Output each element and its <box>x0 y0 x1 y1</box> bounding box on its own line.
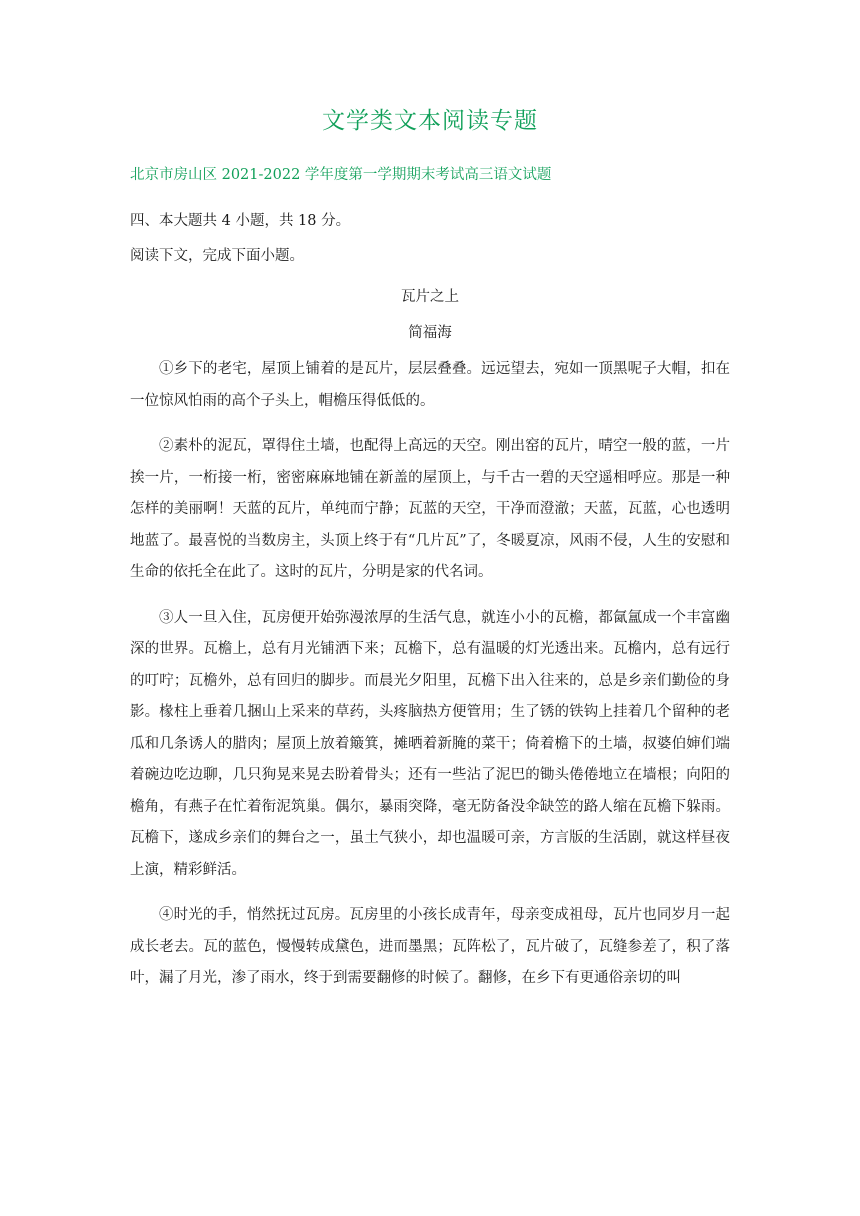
reading-instruction: 阅读下文，完成下面小题。 <box>130 248 304 264</box>
essay-body <box>130 354 730 1009</box>
paragraph: ④时光的手，悄然抚过瓦房。瓦房里的小孩长成青年，母亲变成祖母，瓦片也同岁月一起成长老去。瓦的蓝色，慢慢转成黛色，进而墨黑；瓦阵松了，瓦片破了，瓦缝参差了，积了落叶，漏了月光，渗了雨水，终于到需要翻修的时候了。翻修，在乡下有更通俗亲切的叫 <box>130 907 730 986</box>
paragraph: ②素朴的泥瓦，罩得住土墙，也配得上高远的天空。刚出窑的瓦片，晴空一般的蓝，一片挨一片，一桁接一桁，密密麻麻地铺在新盖的屋顶上，与千古一碧的天空遥相呼应。那是一种怎样的美丽啊！天蓝的瓦片，单纯而宁静；瓦蓝的天空，干净而澄澈；天蓝，瓦蓝，心也透明地蓝了。最喜悦的当数房主，头顶上终于有“几片瓦”了，冬暖夏凉，风雨不侵，人生的安慰和生命的依托全在此了。这时的瓦片，分明是家的代名词。 <box>130 438 730 580</box>
section-instruction: 四、本大题共 4 小题，共 18 分。 <box>130 213 351 229</box>
essay-title: 瓦片之上 <box>401 289 459 305</box>
essay-author: 简福海 <box>408 325 452 341</box>
document-title: 文学类文本阅读专题 <box>322 108 538 134</box>
exam-source: 北京市房山区 2021-2022 学年度第一学期期末考试高三语文试题 <box>130 167 552 183</box>
paragraph: ③人一旦入住，瓦房便开始弥漫浓厚的生活气息，就连小小的瓦檐，都氤氲成一个丰富幽深的世界。瓦檐上，总有月光铺洒下来；瓦檐下，总有温暖的灯光透出来。瓦檐内，总有远行的叮咛；瓦檐外，总有回归的脚步。而晨光夕阳里，瓦檐下出入往来的，总是乡亲们勤俭的身影。椽柱上垂着几捆山上采来的草药，头疼脑热方便管用；生了锈的铁钩上挂着几个留种的老瓜和几条诱人的腊肉；屋顶上放着簸箕，摊晒着新腌的菜干；倚着檐下的土墙，叔婆伯婶们端着碗边吃边聊，几只狗晃来晃去盼着骨头；还有一些沾了泥巴的锄头倦倦地立在墙根；向阳的檐角，有燕子在忙着衔泥筑巢。偶尔，暴雨突降，毫无防备没伞缺笠的路人缩在瓦檐下躲雨。瓦檐下，遂成乡亲们的舞台之一，虽土气狭小，却也温暖可亲，方言版的生活剧，就这样昼夜上演，精彩鲜活。 <box>130 609 730 878</box>
paragraph: ①乡下的老宅，屋顶上铺着的是瓦片，层层叠叠。远远望去，宛如一顶黑呢子大帽，扣在一位惊风怕雨的高个子头上，帽檐压得低低的。 <box>130 361 730 409</box>
